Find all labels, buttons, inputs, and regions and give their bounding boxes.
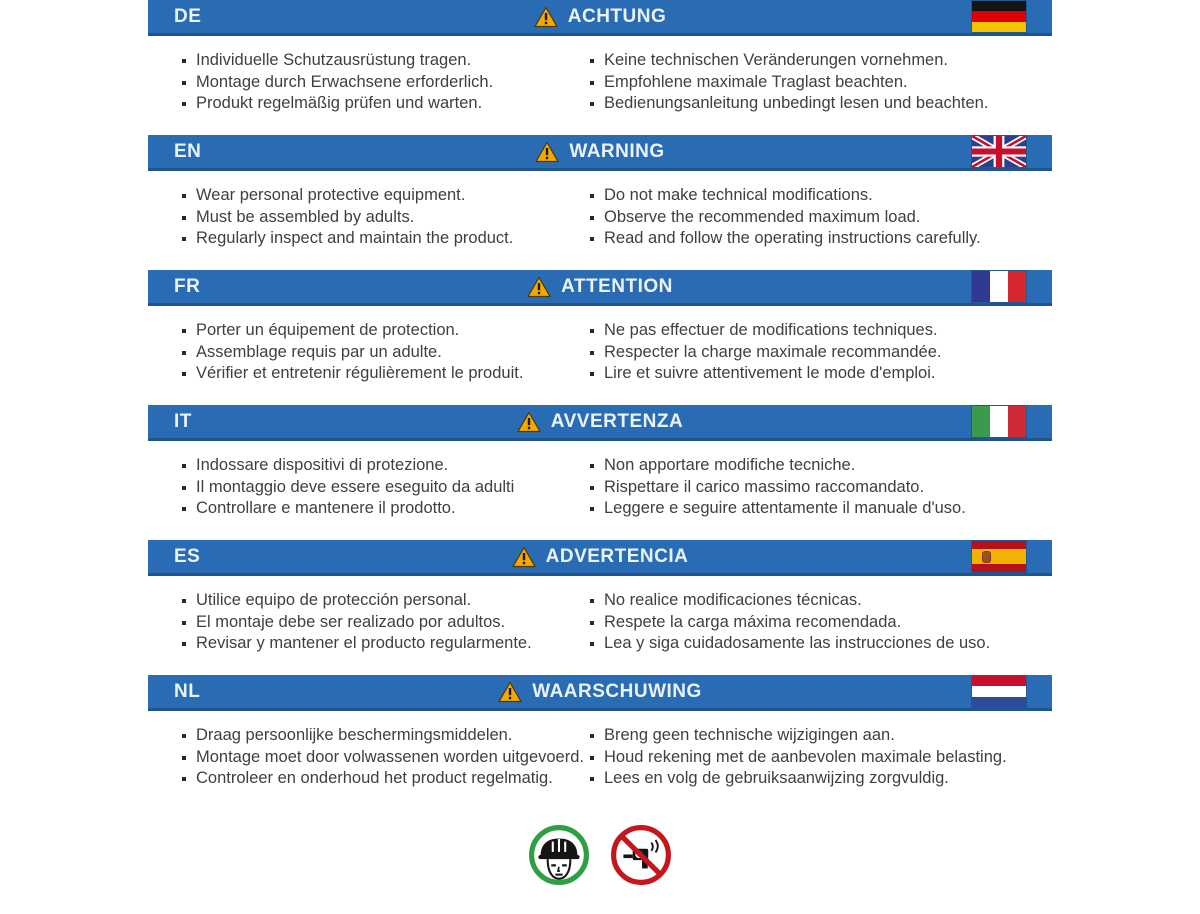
instruction-item: Indossare dispositivi di protezione. (182, 455, 590, 477)
language-code-label: FR (174, 275, 201, 297)
instruction-item: Ne pas effectuer de modifications techniques. (590, 320, 1052, 342)
instruction-item: Revisar y mantener el producto regularmente. (182, 633, 590, 655)
instruction-item: Respecter la charge maximale recommandée. (590, 342, 1052, 364)
instruction-list-right (590, 725, 1052, 790)
instruction-columns (148, 576, 1052, 655)
instruction-item: Assemblage requis par un adulte. (182, 342, 590, 364)
instruction-item: Bedienungsanleitung unbedingt lesen und beachten. (590, 93, 1052, 115)
flag-stripe (990, 406, 1008, 437)
instruction-item: Individuelle Schutzausrüstung tragen. (182, 50, 590, 72)
instruction-item: Wear personal protective equipment. (182, 185, 590, 207)
language-section (148, 0, 1052, 135)
instruction-item: Regularly inspect and maintain the product. (182, 228, 590, 250)
language-section (148, 405, 1052, 540)
section-header-bar (148, 675, 1052, 711)
instruction-item: Montage durch Erwachsene erforderlich. (182, 72, 590, 94)
warning-title-group (517, 411, 683, 433)
drill-bit (623, 854, 632, 858)
warning-title: ATTENTION (561, 275, 673, 297)
instruction-item: No realice modificaciones técnicas. (590, 590, 1052, 612)
instruction-item: El montaje debe ser realizado por adultos. (182, 612, 590, 634)
warning-title-group (535, 141, 664, 163)
sections-container (148, 0, 1052, 810)
language-section (148, 135, 1052, 270)
section-header-bar (148, 270, 1052, 306)
warning-triangle-icon (535, 141, 559, 163)
italy-flag-icon (972, 406, 1026, 437)
warning-triangle-icon (527, 276, 551, 298)
warning-title-group (512, 546, 689, 568)
spain-coat-of-arms (983, 552, 990, 562)
warning-title-group (534, 6, 667, 28)
instruction-item: Empfohlene maximale Traglast beachten. (590, 72, 1052, 94)
instruction-item: Produkt regelmäßig prüfen und warten. (182, 93, 590, 115)
instruction-item: Breng geen technische wijzigingen aan. (590, 725, 1052, 747)
instruction-list-right (590, 320, 1052, 385)
instruction-columns (148, 36, 1052, 115)
germany-flag-icon (972, 1, 1026, 32)
flag-stripe (972, 676, 1026, 686)
section-header-bar (148, 135, 1052, 171)
language-section (148, 675, 1052, 810)
section-header-bar (148, 0, 1052, 36)
instruction-columns (148, 711, 1052, 790)
instruction-list-right (590, 590, 1052, 655)
flag-stripe (972, 541, 1026, 549)
instruction-item: Draag persoonlijke beschermingsmiddelen. (182, 725, 590, 747)
instruction-list-right (590, 185, 1052, 250)
flag-stripe (972, 11, 1026, 21)
flag-stripe (990, 271, 1008, 302)
instruction-item: Rispettare il carico massimo raccomandato. (590, 477, 1052, 499)
united-kingdom-flag-icon (972, 136, 1026, 167)
instruction-list-left (182, 50, 590, 115)
flag-stripe (972, 271, 990, 302)
instruction-list-left (182, 320, 590, 385)
instruction-item: Houd rekening met de aanbevolen maximale belasting. (590, 747, 1052, 769)
instruction-item: Il montaggio deve essere eseguito da adulti (182, 477, 590, 499)
safety-instruction-sheet (148, 0, 1052, 914)
instruction-columns (148, 441, 1052, 520)
section-header-bar (148, 405, 1052, 441)
helmet-brim (538, 855, 579, 859)
instruction-columns (148, 306, 1052, 385)
netherlands-flag-icon (972, 676, 1026, 707)
warning-title: AVVERTENZA (550, 410, 684, 432)
language-code-label: DE (174, 5, 202, 27)
instruction-item: Montage moet door volwassenen worden uitgevoerd. (182, 747, 590, 769)
instruction-list-left (182, 590, 590, 655)
france-flag-icon (972, 271, 1026, 302)
flag-stripe (972, 549, 1026, 565)
instruction-item: Lees en volg de gebruiksaanwijzing zorgvuldig. (590, 768, 1052, 790)
flag-stripe (972, 22, 1026, 32)
instruction-list-left (182, 185, 590, 250)
instruction-list-right (590, 455, 1052, 520)
instruction-item: Must be assembled by adults. (182, 207, 590, 229)
flag-stripe (972, 564, 1026, 572)
instruction-item: Observe the recommended maximum load. (590, 207, 1052, 229)
warning-triangle-icon (498, 681, 522, 703)
instruction-item: Controllare e mantenere il prodotto. (182, 498, 590, 520)
language-section (148, 270, 1052, 405)
instruction-list-left (182, 455, 590, 520)
instruction-list-left (182, 725, 590, 790)
language-section (148, 540, 1052, 675)
instruction-item: Controleer en onderhoud het product regelmatig. (182, 768, 590, 790)
instruction-columns (148, 171, 1052, 250)
section-header-bar (148, 540, 1052, 576)
instruction-item: Respete la carga máxima recomendada. (590, 612, 1052, 634)
warning-triangle-icon (512, 546, 536, 568)
instruction-item: Do not make technical modifications. (590, 185, 1052, 207)
flag-stripe (1008, 271, 1026, 302)
flag-stripe (972, 686, 1026, 696)
instruction-item: Lea y siga cuidadosamente las instrucciones de uso. (590, 633, 1052, 655)
language-code-label: ES (174, 545, 201, 567)
warning-triangle-icon (534, 6, 558, 28)
flag-stripe (972, 697, 1026, 707)
warning-title: ADVERTENCIA (545, 545, 689, 567)
language-code-label: IT (174, 410, 192, 432)
instruction-item: Non apportare modifiche tecniche. (590, 455, 1052, 477)
no-power-tools-icon (610, 824, 672, 886)
instruction-item: Leggere e seguire attentamente il manuale d'uso. (590, 498, 1052, 520)
warning-title: WAARSCHUWING (532, 680, 702, 702)
warning-title: ACHTUNG (567, 5, 667, 27)
warning-triangle-icon (517, 411, 541, 433)
instruction-item: Read and follow the operating instructions carefully. (590, 228, 1052, 250)
instruction-item: Utilice equipo de protección personal. (182, 590, 590, 612)
instruction-list-right (590, 50, 1052, 115)
warning-title-group (498, 681, 702, 703)
flag-stripe (1008, 406, 1026, 437)
instruction-item: Porter un équipement de protection. (182, 320, 590, 342)
language-code-label: EN (174, 140, 202, 162)
spain-flag-icon (972, 541, 1026, 572)
footer-safety-icons (148, 810, 1052, 914)
instruction-item: Keine technischen Veränderungen vornehmen. (590, 50, 1052, 72)
flag-stripe (972, 406, 990, 437)
wear-helmet-icon (528, 824, 590, 886)
flag-stripe (972, 1, 1026, 11)
warning-title: WARNING (569, 140, 665, 162)
warning-title-group (527, 276, 673, 298)
language-code-label: NL (174, 680, 201, 702)
instruction-item: Lire et suivre attentivement le mode d'emploi. (590, 363, 1052, 385)
instruction-item: Vérifier et entretenir régulièrement le produit. (182, 363, 590, 385)
